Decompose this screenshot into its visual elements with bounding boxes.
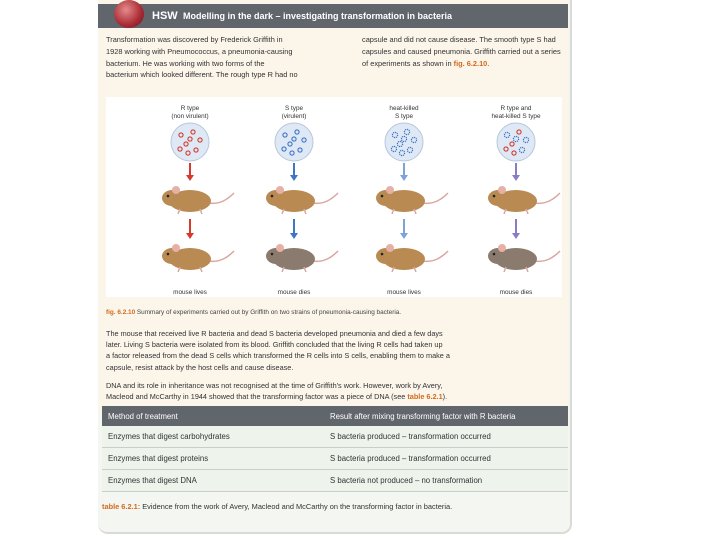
figure-caption-ref: fig. 6.2.10 (106, 309, 136, 316)
text-span: ). (442, 392, 448, 402)
arrowhead-icon (290, 233, 298, 239)
mouse-tail (422, 251, 448, 261)
column-sublabel: (non virulent) (171, 113, 209, 120)
mouse-ear (386, 244, 394, 252)
outcome-label: mouse lives (387, 289, 421, 296)
mouse-ear (498, 244, 506, 252)
mouse-ear (172, 186, 180, 194)
table-cell: Enzymes that digest proteins (102, 448, 324, 470)
column-label: R type (180, 105, 200, 112)
text-line: 1928 working with Pneumococcus, a pneumonia-causing (106, 46, 293, 56)
text-line: The mouse that received live R bacteria and dead S bacteria developed pneumonia and died a few days (106, 329, 443, 338)
arrowhead-icon (400, 175, 408, 181)
text-span: of experiments as shown in (362, 58, 454, 68)
mouse-eye (381, 253, 384, 256)
text-line: capsule, resist attack by the host cells and cause disease. (106, 362, 294, 372)
table-row (102, 448, 568, 470)
text-line: DNA and its role in inheritance was not recognised at the time of Griffith's work. However, work by Avery, (106, 381, 443, 390)
arrowhead-icon (512, 175, 520, 181)
text-line: capsule and did not cause disease. The smooth type S had (362, 35, 556, 44)
mouse-eye (271, 195, 274, 198)
body-paragraph-1 (106, 328, 562, 373)
mouse-tail (208, 193, 234, 203)
table-caption-ref: table 6.2.1: (102, 502, 141, 511)
arrowhead-icon (512, 233, 520, 239)
table-cell: S bacteria produced – transformation occurred (324, 426, 568, 448)
text-line: later. Living S bacteria were isolated from its blood. Griffith concluded that the living R cells had taken up (106, 340, 443, 350)
mouse-tail (534, 251, 560, 261)
table-cell: S bacteria not produced – no transformation (324, 470, 568, 492)
mouse-eye (167, 253, 170, 256)
mouse-icon (162, 186, 234, 214)
column-label: S type (284, 105, 304, 112)
experiment-diagram (106, 97, 562, 297)
mouse-icon (376, 244, 448, 272)
logo-icon (114, 0, 144, 28)
table-row (102, 426, 568, 448)
mouse-ear (276, 186, 284, 194)
petri-dish-icon (171, 123, 209, 161)
mouse-icon (162, 244, 234, 272)
mouse-tail (534, 193, 560, 203)
table-caption-text: Evidence from the work of Avery, Macleod and McCarthy on the transforming factor in bacteria. (140, 502, 453, 511)
table-cell: Enzymes that digest carbohydrates (102, 426, 324, 448)
intro-left-column (106, 34, 336, 81)
table-cell: S bacteria produced – transformation occurred (324, 448, 568, 470)
outcome-label: mouse dies (499, 289, 533, 296)
mouse-icon (376, 186, 448, 214)
mouse-eye (271, 253, 274, 256)
text-line: bacterium which looked different. The rough type R had no (106, 70, 298, 80)
mouse-tail (312, 251, 338, 261)
mouse-eye (167, 195, 170, 198)
arrowhead-icon (290, 175, 298, 181)
mouse-tail (208, 251, 234, 261)
table-cell: Enzymes that digest DNA (102, 470, 324, 492)
column-sublabel: S type (394, 113, 414, 120)
header-tag: HSW (152, 10, 178, 22)
mouse-tail (422, 193, 448, 203)
mouse-ear (386, 186, 394, 194)
petri-dish-icon (275, 123, 313, 161)
table-header-cell: Result after mixing transforming factor with R bacteria (324, 406, 568, 426)
text-line: capsules and caused pneumonia. Griffith carried out a series (362, 46, 561, 56)
text-line: a factor released from the dead S cells which transformed the R cells into S cells, enabling them to make a (106, 351, 450, 361)
outcome-label: mouse dies (277, 289, 311, 296)
table-header-row (102, 406, 568, 426)
text-line (106, 391, 562, 402)
mouse-tail (312, 193, 338, 203)
mouse-icon (266, 186, 338, 214)
arrowhead-icon (186, 233, 194, 239)
petri-dish-icon (497, 123, 535, 161)
text-span: Macleod and McCarthy in 1944 showed that the transforming factor was a piece of DNA (see (106, 392, 408, 402)
mouse-icon (488, 186, 560, 214)
mouse-eye (493, 253, 496, 256)
dead-mouse-icon (488, 244, 560, 272)
results-table (102, 406, 568, 492)
mouse-ear (276, 244, 284, 252)
figure-panel (106, 97, 562, 297)
mouse-eye (381, 195, 384, 198)
dead-mouse-icon (266, 244, 338, 272)
body-paragraph-2 (106, 380, 562, 402)
mouse-eye (493, 195, 496, 198)
text-line: bacterium. He was working with two forms of the (106, 58, 265, 68)
table-header-cell: Method of treatment (102, 406, 324, 426)
column-sublabel: (virulent) (281, 113, 307, 120)
text-span: . (487, 58, 490, 68)
column-label: R type and (500, 105, 532, 112)
figure-reference: fig. 6.2.10 (453, 58, 488, 68)
table-reference: table 6.2.1 (407, 392, 443, 402)
header-title: Modelling in the dark – investigating transformation in bacteria (183, 11, 453, 21)
intro-right-column (362, 34, 567, 69)
figure-caption (106, 309, 562, 316)
text-line: Transformation was discovered by Frederick Griffith in (106, 35, 283, 44)
column-sublabel: heat-killed S type (491, 113, 541, 120)
table-caption (102, 502, 452, 511)
mouse-ear (498, 186, 506, 194)
arrowhead-icon (400, 233, 408, 239)
arrowhead-icon (186, 175, 194, 181)
table-row (102, 470, 568, 492)
column-label: heat-killed (389, 105, 419, 112)
mouse-ear (172, 244, 180, 252)
outcome-label: mouse lives (173, 289, 207, 296)
figure-caption-text: Summary of experiments carried out by Griffith on two strains of pneumonia-causing bacteria. (135, 309, 402, 316)
text-line (362, 58, 567, 70)
